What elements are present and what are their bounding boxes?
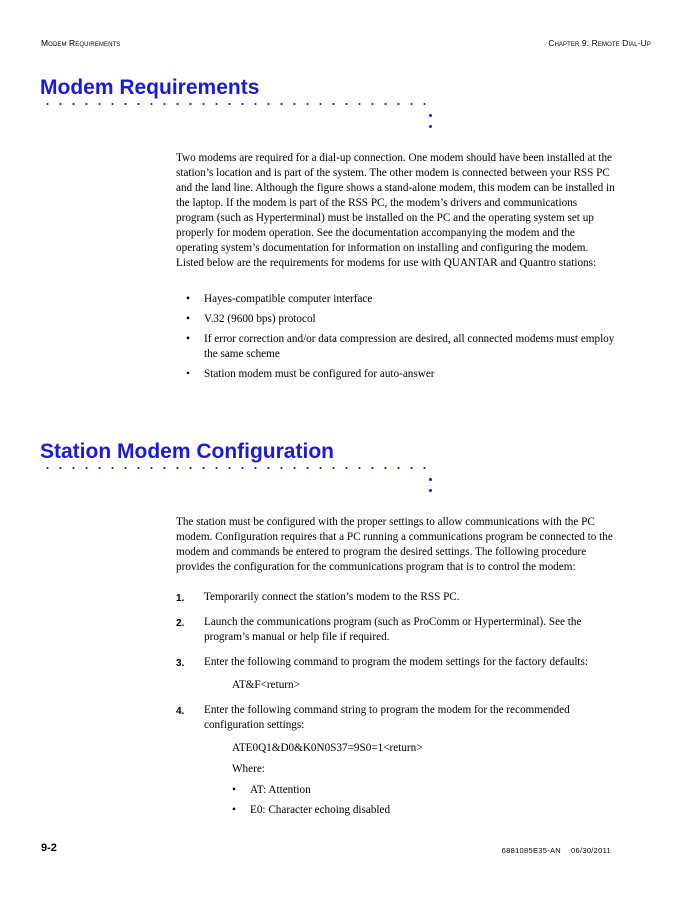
document-date: 06/30/2011	[571, 846, 611, 855]
page-number: 9-2	[41, 842, 57, 854]
list-item: • AT: Attention	[232, 784, 311, 796]
procedure-step	[176, 655, 616, 693]
configuration-steps	[176, 590, 616, 828]
step-number: 1.	[176, 593, 185, 604]
list-item-text: E0: Character echoing disabled	[250, 804, 391, 816]
procedure-step	[176, 590, 616, 605]
procedure-step	[176, 615, 616, 645]
list-item: • If error correction and/or data compression are desired, all connected modems must employ the same scheme	[186, 333, 615, 360]
list-item: • E0: Character echoing disabled	[232, 804, 391, 816]
step-text: Enter the following command to program the modem settings for the factory defaults:	[204, 656, 589, 668]
heading-dotted-rule	[41, 102, 435, 106]
requirements-list	[176, 292, 616, 387]
command-text: ATE0Q1&D0&K0N0S37=9S0=1<return>	[232, 742, 423, 754]
list-item-text: Hayes-compatible computer interface	[204, 293, 373, 305]
running-header-right: Chapter 9: Remote Dial-Up	[548, 38, 651, 48]
section-heading-station-modem-configuration: Station Modem Configuration	[40, 440, 334, 463]
heading-rule-dot	[429, 125, 432, 128]
heading-dotted-rule	[41, 466, 435, 470]
list-item-text: Station modem must be configured for auto-answer	[204, 368, 435, 380]
list-item: • Hayes-compatible computer interface	[186, 293, 373, 305]
command-parameter-list	[232, 783, 616, 818]
document-number: 6881085E35-AN	[501, 846, 562, 855]
section-heading-modem-requirements: Modem Requirements	[40, 76, 260, 99]
where-label: Where:	[232, 763, 265, 775]
footer-doc-info	[502, 846, 611, 855]
step-text: Enter the following command string to program the modem for the recommended configuration settings:	[204, 704, 570, 731]
heading-rule-dot	[429, 114, 432, 117]
step-number: 4.	[176, 706, 185, 717]
step-number: 3.	[176, 658, 185, 669]
command-text: AT&F<return>	[232, 679, 300, 691]
station-configuration-paragraph: The station must be configured with the proper settings to allow communications with the PC modem. Configuration requires that a PC running a communications program be connected to the modem and commands be entered to program the desired settings. The following procedure provides the configuration for the communications program that is to control the modem:	[176, 516, 613, 573]
procedure-step	[176, 703, 616, 818]
list-item-text: If error correction and/or data compression are desired, all connected modems must employ the same scheme	[204, 333, 615, 360]
heading-rule-dot	[429, 478, 432, 481]
list-item-text: AT: Attention	[250, 784, 311, 796]
step-text: Temporarily connect the station’s modem to the RSS PC.	[204, 591, 460, 603]
step-number: 2.	[176, 618, 185, 629]
heading-rule-dot	[429, 489, 432, 492]
list-item-text: V.32 (9600 bps) protocol	[204, 313, 316, 325]
list-item: • V.32 (9600 bps) protocol	[186, 313, 316, 325]
running-header-left: Modem Requirements	[41, 38, 121, 48]
step-text: Launch the communications program (such as ProComm or Hyperterminal). See the program’s manual or help file if required.	[204, 616, 582, 643]
modem-requirements-paragraph: Two modems are required for a dial-up connection. One modem should have been installed at the station’s location and is part of the system. The other modem is connected between your RSS PC and the land line. Although the figure shows a stand-alone modem, this modem can be installed in the laptop. If the modem is part of the RSS PC, the modem’s drivers and communications program (such as Hyperterminal) must be installed on the PC and the operating system set up properly for modem operation. See the documentation accompanying the modem and the operating system’s documentation for information on installing and configuring the modem. Listed below are the requirements for modems for use with QUANTAR and Quantro stations:	[176, 152, 615, 269]
list-item: • Station modem must be configured for auto-answer	[186, 368, 435, 380]
